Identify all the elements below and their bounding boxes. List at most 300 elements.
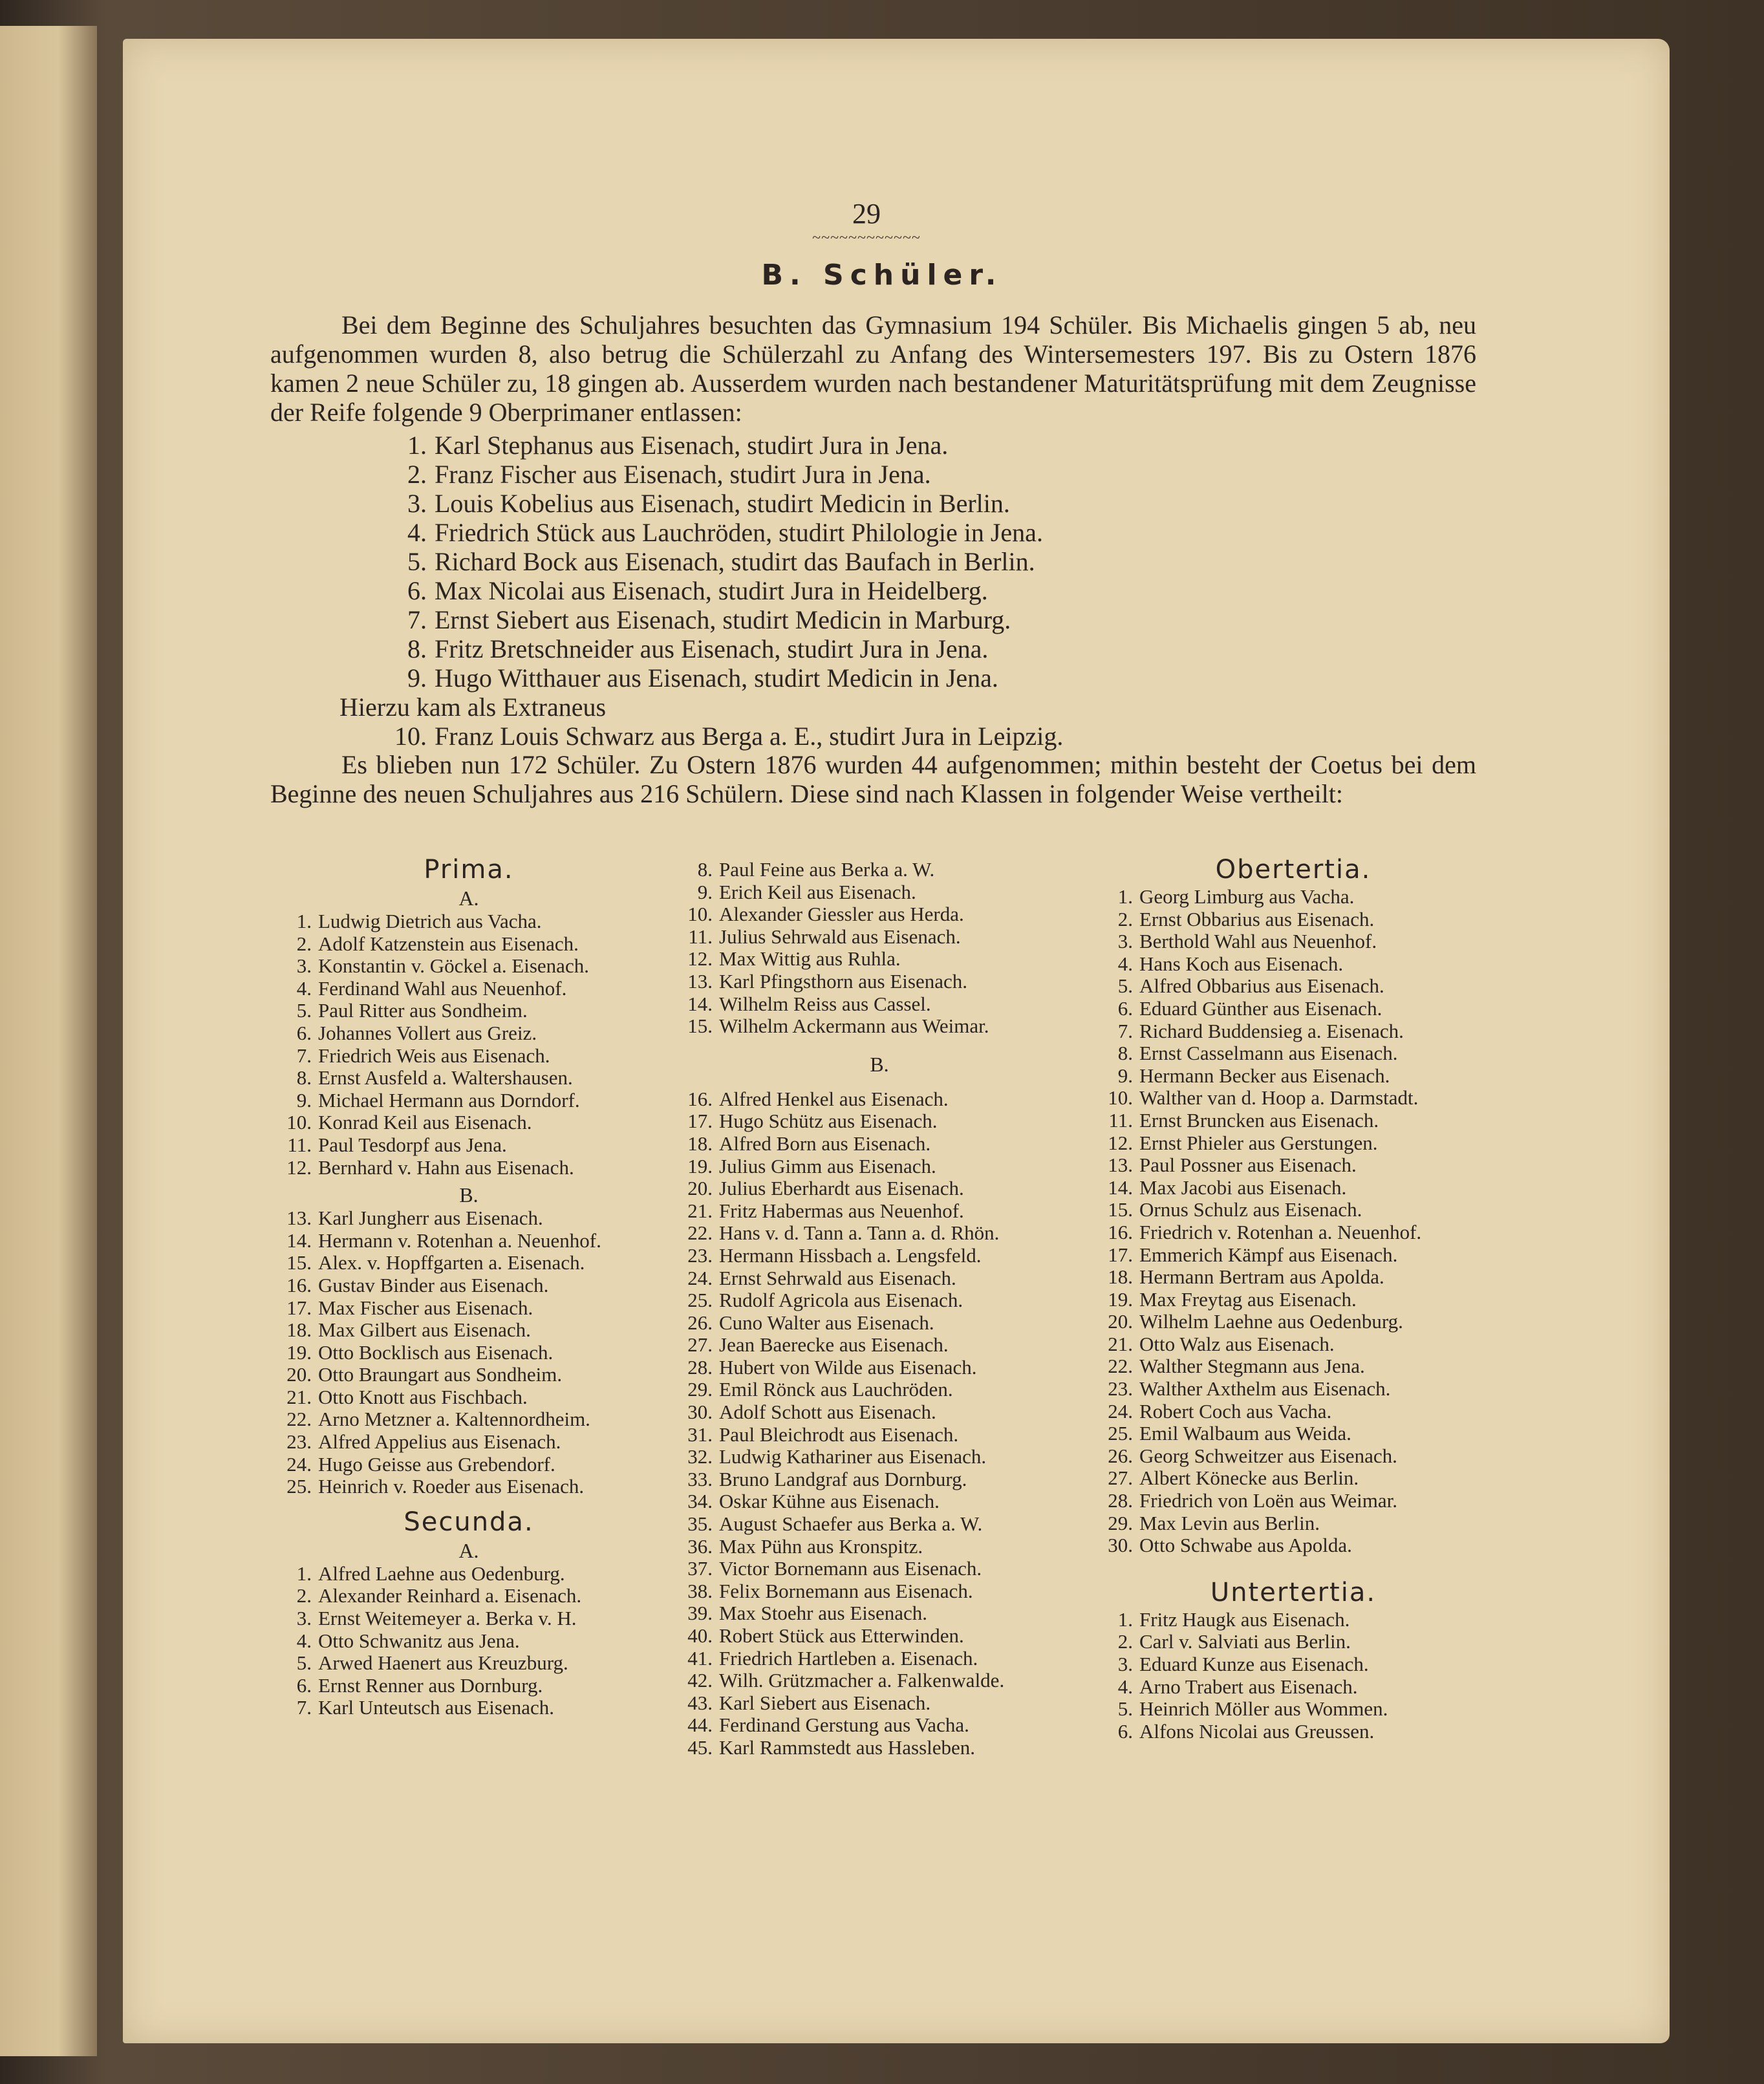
- student-row: [1093, 1289, 1494, 1311]
- student-name: Friedrich Weis aus Eisenach.: [318, 1044, 550, 1067]
- student-name: Ferdinand Gerstung aus Vacha.: [719, 1713, 969, 1737]
- section-title: B. Schüler.: [761, 259, 1003, 292]
- graduates-list: [339, 431, 1351, 751]
- graduate-row: [382, 722, 1351, 751]
- student-row: [272, 1134, 666, 1157]
- student-name: Albert Könecke aus Berlin.: [1139, 1466, 1359, 1490]
- student-number: 25.: [687, 1289, 713, 1312]
- student-name: Wilh. Grützmacher a. Falkenwalde.: [719, 1669, 1005, 1692]
- student-name: Julius Eberhardt aus Eisenach.: [719, 1177, 964, 1200]
- student-name: Otto Braungart aus Sondheim.: [318, 1363, 563, 1386]
- student-name: Otto Schwabe aus Apolda.: [1139, 1534, 1352, 1557]
- student-number: 21.: [1108, 1332, 1133, 1355]
- student-number: 29.: [1108, 1511, 1133, 1534]
- student-name: Ernst Weitemeyer a. Berka v. H.: [318, 1607, 577, 1630]
- student-name: Jean Baerecke aus Eisenach.: [719, 1333, 949, 1357]
- subdivision-label: B.: [459, 1183, 479, 1207]
- page-number: 29: [852, 198, 881, 230]
- student-name: Emmerich Kämpf aus Eisenach.: [1139, 1243, 1398, 1266]
- student-row: [1093, 1266, 1494, 1289]
- student-row: [1093, 1020, 1494, 1043]
- student-name: Ernst Renner aus Dornburg.: [318, 1673, 543, 1697]
- student-name: Hubert von Wilde aus Eisenach.: [719, 1355, 977, 1379]
- student-row: [1093, 1177, 1494, 1199]
- student-number: 17.: [286, 1296, 312, 1319]
- student-name: Eduard Günther aus Eisenach.: [1139, 996, 1382, 1020]
- graduate-text: Max Nicolai aus Eisenach, studirt Jura in Heidelberg.: [435, 576, 988, 605]
- student-number: 24.: [687, 1266, 713, 1289]
- student-number: 4.: [1117, 952, 1133, 975]
- student-name: Ernst Casselmann aus Eisenach.: [1139, 1042, 1398, 1065]
- student-row: [272, 1067, 666, 1090]
- student-number: 2.: [1117, 1630, 1133, 1653]
- student-row: [1093, 1512, 1494, 1535]
- student-number: 29.: [687, 1378, 713, 1401]
- graduate-number: 7.: [407, 605, 427, 634]
- student-name: Walther Axthelm aus Eisenach.: [1139, 1377, 1391, 1401]
- student-name: Bernhard v. Hahn aus Eisenach.: [318, 1155, 574, 1179]
- graduate-text: Hugo Witthauer aus Eisenach, studirt Medicin in Jena.: [435, 663, 998, 693]
- student-row: [272, 1022, 666, 1045]
- student-number: 13.: [1108, 1154, 1133, 1177]
- student-row: [272, 1112, 666, 1134]
- student-row: [272, 1386, 666, 1409]
- student-name: Karl Jungherr aus Eisenach.: [318, 1207, 543, 1230]
- student-number: 10.: [1108, 1086, 1133, 1110]
- student-row: [672, 1737, 1086, 1759]
- student-name: Max Levin aus Berlin.: [1139, 1511, 1320, 1534]
- student-row: [672, 1424, 1086, 1446]
- student-number: 9.: [296, 1088, 312, 1112]
- prima-b-list: [272, 1207, 666, 1498]
- student-number: 8.: [1117, 1042, 1133, 1065]
- student-row: [672, 1536, 1086, 1558]
- student-name: Berthold Wahl aus Neuenhof.: [1139, 930, 1377, 953]
- graduate-text: Richard Bock aus Eisenach, studirt das Baufach in Berlin.: [435, 547, 1035, 576]
- student-row: [272, 1563, 666, 1585]
- student-name: Hugo Schütz aus Eisenach.: [719, 1110, 938, 1133]
- student-number: 6.: [1117, 996, 1133, 1020]
- student-name: Rudolf Agricola aus Eisenach.: [719, 1289, 963, 1312]
- student-name: Hermann v. Rotenhan a. Neuenhof.: [318, 1229, 601, 1252]
- student-name: Paul Tesdorpf aus Jena.: [318, 1133, 507, 1156]
- student-row: [1093, 1609, 1494, 1631]
- student-name: Paul Feine aus Berka a. W.: [719, 858, 935, 881]
- student-row: [1093, 908, 1494, 931]
- student-row: [272, 1319, 666, 1342]
- student-number: 17.: [1108, 1243, 1133, 1266]
- student-name: Alfred Born aus Eisenach.: [719, 1132, 931, 1155]
- student-number: 3.: [296, 954, 312, 978]
- student-number: 5.: [1117, 974, 1133, 998]
- student-row: [672, 1289, 1086, 1312]
- student-row: [272, 1090, 666, 1112]
- student-number: 4.: [1117, 1675, 1133, 1698]
- student-number: 30.: [1108, 1534, 1133, 1557]
- student-name: Ernst Obbarius aus Eisenach.: [1139, 907, 1375, 930]
- student-row: [672, 1334, 1086, 1357]
- student-number: 3.: [296, 1607, 312, 1630]
- student-name: Heinrich v. Roeder aus Eisenach.: [318, 1475, 585, 1498]
- student-row: [672, 1513, 1086, 1536]
- section-gap: [1093, 1557, 1494, 1576]
- student-name: Max Fischer aus Eisenach.: [318, 1296, 533, 1319]
- student-row: [1093, 953, 1494, 976]
- student-number: 22.: [286, 1408, 312, 1431]
- student-row: [272, 1207, 666, 1230]
- student-number: 1.: [296, 910, 312, 932]
- student-name: Hermann Hissbach a. Lengsfeld.: [719, 1243, 982, 1267]
- student-number: 31.: [687, 1423, 713, 1446]
- class-title-secunda: Secunda.: [403, 1507, 534, 1537]
- student-name: Richard Buddensieg a. Eisenach.: [1139, 1019, 1404, 1042]
- student-name: Hans Koch aus Eisenach.: [1139, 952, 1344, 975]
- student-name: Friedrich Hartleben a. Eisenach.: [719, 1646, 978, 1670]
- student-name: Julius Gimm aus Eisenach.: [719, 1154, 936, 1177]
- student-name: Otto Bocklisch aus Eisenach.: [318, 1340, 554, 1364]
- student-name: Julius Sehrwald aus Eisenach.: [719, 925, 961, 948]
- student-name: Ornus Schulz aus Eisenach.: [1139, 1198, 1362, 1221]
- column-middle: [672, 854, 1086, 1759]
- student-name: Ludwig Kathariner aus Eisenach.: [719, 1445, 987, 1468]
- student-row: [672, 1015, 1086, 1038]
- student-number: 12.: [1108, 1131, 1133, 1154]
- student-row: [1093, 1467, 1494, 1490]
- student-name: Ernst Ausfeld a. Waltershausen.: [318, 1066, 573, 1090]
- student-row: [672, 1088, 1086, 1111]
- student-number: 32.: [687, 1445, 713, 1468]
- student-name: Adolf Katzenstein aus Eisenach.: [318, 932, 579, 955]
- graduate-number: 9.: [407, 663, 427, 693]
- subdivision-label: A.: [458, 1538, 479, 1562]
- graduate-number: 8.: [407, 634, 427, 663]
- student-number: 7.: [1117, 1019, 1133, 1042]
- student-number: 2.: [296, 1584, 312, 1607]
- student-name: Adolf Schott aus Eisenach.: [719, 1401, 936, 1424]
- graduate-row: [382, 431, 1351, 460]
- graduate-text: Louis Kobelius aus Eisenach, studirt Medicin in Berlin.: [435, 489, 1010, 518]
- student-row: [1093, 1698, 1494, 1721]
- student-number: 23.: [286, 1430, 312, 1454]
- student-name: Hans v. d. Tann a. Tann a. d. Rhön.: [719, 1221, 1000, 1245]
- student-number: 14.: [286, 1229, 312, 1252]
- student-number: 6.: [1117, 1719, 1133, 1743]
- student-number: 35.: [687, 1512, 713, 1536]
- student-row: [1093, 1653, 1494, 1676]
- student-number: 2.: [296, 932, 312, 955]
- student-row: [272, 1431, 666, 1454]
- student-name: Wilhelm Laehne aus Oedenburg.: [1139, 1310, 1403, 1333]
- student-row: [1093, 1333, 1494, 1356]
- intro-paragraph: Bei dem Beginne des Schuljahres besuchten das Gymnasium 194 Schüler. Bis Michaelis gingen 5 ab, neu aufgenommen wurden 8, also betrug die Schülerzahl zu Anfang des Wintersemesters 197. Bis zu Ostern 1876 kamen 2 neue Schüler zu, 18 gingen ab. Ausserdem wurden nach bestandener Maturitätsprüfung mit dem Zeugnisse der Reife folgende 9 Oberprimaner entlassen:: [270, 310, 1476, 427]
- student-name: Max Freytag aus Eisenach.: [1139, 1287, 1357, 1311]
- student-number: 21.: [687, 1199, 713, 1222]
- student-row: [272, 1045, 666, 1068]
- graduate-row: [382, 634, 1351, 663]
- student-row: [1093, 1534, 1494, 1557]
- student-row: [1093, 1401, 1494, 1423]
- student-name: Otto Knott aus Fischbach.: [318, 1385, 528, 1408]
- student-number: 16.: [286, 1273, 312, 1296]
- student-number: 6.: [296, 1673, 312, 1697]
- student-name: Walther Stegmann aus Jena.: [1139, 1355, 1365, 1378]
- student-row: [672, 1200, 1086, 1223]
- student-name: Konrad Keil aus Eisenach.: [318, 1111, 532, 1134]
- student-number: 45.: [687, 1735, 713, 1759]
- student-row: [272, 978, 666, 1000]
- student-name: Ernst Bruncken aus Eisenach.: [1139, 1108, 1379, 1132]
- student-number: 8.: [697, 858, 713, 881]
- student-number: 10.: [286, 1111, 312, 1134]
- student-number: 15.: [286, 1251, 312, 1274]
- student-row: [672, 1602, 1086, 1625]
- student-row: [672, 881, 1086, 904]
- graduate-text: Fritz Bretschneider aus Eisenach, studirt Jura in Jena.: [435, 634, 989, 663]
- student-number: 23.: [1108, 1377, 1133, 1401]
- graduate-row: [382, 605, 1351, 634]
- student-row: [272, 1454, 666, 1476]
- student-number: 26.: [687, 1311, 713, 1334]
- student-name: Alex. v. Hopffgarten a. Eisenach.: [318, 1251, 585, 1274]
- student-number: 15.: [687, 1015, 713, 1038]
- student-name: August Schaefer aus Berka a. W.: [719, 1512, 983, 1536]
- student-name: Robert Coch aus Vacha.: [1139, 1399, 1332, 1423]
- student-name: Georg Schweitzer aus Eisenach.: [1139, 1444, 1397, 1467]
- student-number: 16.: [1108, 1220, 1133, 1243]
- student-row: [272, 1157, 666, 1179]
- student-row: [272, 1476, 666, 1498]
- student-number: 18.: [286, 1318, 312, 1342]
- student-number: 11.: [1108, 1108, 1133, 1132]
- student-number: 2.: [1117, 907, 1133, 930]
- student-number: 28.: [1108, 1489, 1133, 1512]
- student-row: [1093, 1355, 1494, 1378]
- student-number: 17.: [687, 1110, 713, 1133]
- student-name: Erich Keil aus Eisenach.: [719, 880, 916, 903]
- student-number: 22.: [1108, 1355, 1133, 1378]
- student-name: Alfons Nicolai aus Greussen.: [1139, 1719, 1375, 1743]
- page-ornament: ~~~~~~~~~~~~: [812, 230, 921, 246]
- student-name: Gustav Binder aus Eisenach.: [318, 1273, 549, 1296]
- student-name: Fritz Habermas aus Neuenhof.: [719, 1199, 964, 1222]
- student-row: [1093, 1042, 1494, 1065]
- student-row: [272, 1342, 666, 1364]
- graduate-text: Friedrich Stück aus Lauchröden, studirt Philologie in Jena.: [435, 518, 1043, 547]
- student-row: [672, 1133, 1086, 1155]
- student-name: Arno Trabert aus Eisenach.: [1139, 1675, 1358, 1698]
- student-row: [672, 1580, 1086, 1603]
- student-row: [1093, 1311, 1494, 1333]
- student-name: Max Gilbert aus Eisenach.: [318, 1318, 531, 1342]
- student-name: Otto Walz aus Eisenach.: [1139, 1332, 1335, 1355]
- untertertia-list: [1093, 1609, 1494, 1743]
- summary-text: [270, 750, 1476, 808]
- graduate-row: [382, 576, 1351, 605]
- graduate-number: 1.: [407, 431, 427, 460]
- student-name: Michael Hermann aus Dorndorf.: [318, 1088, 580, 1112]
- student-row: [1093, 1721, 1494, 1743]
- student-name: Max Stoehr aus Eisenach.: [719, 1602, 927, 1625]
- graduate-row: [382, 518, 1351, 547]
- student-number: 11.: [287, 1133, 312, 1156]
- student-name: Fritz Haugk aus Eisenach.: [1139, 1607, 1350, 1631]
- student-number: 16.: [687, 1087, 713, 1110]
- student-row: [672, 1222, 1086, 1245]
- student-number: 42.: [687, 1669, 713, 1692]
- student-number: 10.: [687, 903, 713, 926]
- graduate-number: 2.: [407, 460, 427, 489]
- student-number: 9.: [1117, 1064, 1133, 1087]
- student-row: [672, 1670, 1086, 1692]
- student-number: 11.: [688, 925, 713, 948]
- student-name: Hermann Becker aus Eisenach.: [1139, 1064, 1390, 1087]
- graduate-text: Karl Stephanus aus Eisenach, studirt Jura in Jena.: [435, 431, 949, 460]
- student-number: 14.: [1108, 1176, 1133, 1199]
- student-number: 5.: [296, 999, 312, 1022]
- student-number: 20.: [687, 1177, 713, 1200]
- student-row: [1093, 1199, 1494, 1221]
- student-row: [672, 1379, 1086, 1401]
- student-name: Eduard Kunze aus Eisenach.: [1139, 1653, 1369, 1675]
- student-number: 15.: [1108, 1198, 1133, 1221]
- student-name: Wilhelm Reiss aus Cassel.: [719, 992, 931, 1015]
- student-number: 18.: [687, 1132, 713, 1155]
- student-number: 1.: [296, 1562, 312, 1585]
- student-name: Alexander Giessler aus Herda.: [719, 903, 964, 926]
- student-row: [1093, 1087, 1494, 1110]
- student-number: 43.: [687, 1691, 713, 1714]
- graduate-number: 5.: [407, 547, 427, 576]
- student-number: 3.: [1117, 1653, 1133, 1675]
- student-name: Cuno Walter aus Eisenach.: [719, 1311, 934, 1334]
- student-number: 28.: [687, 1355, 713, 1379]
- student-number: 22.: [687, 1221, 713, 1245]
- student-row: [672, 1267, 1086, 1290]
- student-row: [672, 971, 1086, 993]
- student-row: [672, 1312, 1086, 1335]
- student-row: [272, 1274, 666, 1297]
- secunda-a-list-first: [272, 1563, 666, 1719]
- student-number: 20.: [1108, 1310, 1133, 1333]
- student-row: [1093, 886, 1494, 908]
- student-row: [672, 1490, 1086, 1513]
- student-number: 5.: [296, 1651, 312, 1675]
- student-number: 5.: [1117, 1697, 1133, 1721]
- column-right: [1093, 854, 1494, 1743]
- student-row: [272, 1652, 666, 1675]
- student-row: [672, 926, 1086, 949]
- student-name: Alfred Appelius aus Eisenach.: [318, 1430, 561, 1454]
- student-row: [1093, 975, 1494, 998]
- student-row: [672, 948, 1086, 971]
- student-name: Johannes Vollert aus Greiz.: [318, 1021, 537, 1044]
- graduate-number: 4.: [407, 518, 427, 547]
- student-row: [672, 1558, 1086, 1580]
- graduate-text: Franz Fischer aus Eisenach, studirt Jura in Jena.: [435, 460, 931, 489]
- student-row: [672, 1245, 1086, 1267]
- student-row: [1093, 1445, 1494, 1468]
- student-row: [272, 1364, 666, 1386]
- summary-paragraph: Es blieben nun 172 Schüler. Zu Ostern 1876 wurden 44 aufgenommen; mithin besteht der Coetus bei dem Beginne des neuen Schuljahres aus 216 Schülern. Diese sind nach Klassen in folgender Weise vertheilt:: [270, 750, 1476, 808]
- graduate-row: [382, 547, 1351, 576]
- student-name: Max Jacobi aus Eisenach.: [1139, 1176, 1347, 1199]
- student-name: Max Wittig aus Ruhla.: [719, 947, 901, 971]
- student-number: 4.: [296, 976, 312, 1000]
- student-row: [272, 1630, 666, 1653]
- student-row: [272, 1297, 666, 1320]
- student-row: [1093, 1490, 1494, 1512]
- student-name: Heinrich Möller aus Wommen.: [1139, 1697, 1388, 1721]
- student-row: [272, 1408, 666, 1431]
- graduate-row: [382, 663, 1351, 693]
- student-number: 7.: [296, 1696, 312, 1719]
- student-number: 40.: [687, 1624, 713, 1647]
- student-row: [672, 1446, 1086, 1468]
- student-row: [672, 1714, 1086, 1737]
- student-row: [1093, 1244, 1494, 1267]
- student-name: Paul Bleichrodt aus Eisenach.: [719, 1423, 959, 1446]
- student-row: [672, 1625, 1086, 1648]
- student-row: [272, 955, 666, 978]
- student-number: 3.: [1117, 930, 1133, 953]
- student-row: [1093, 1110, 1494, 1132]
- extraneus-intro: Hierzu kam als Extraneus: [339, 693, 607, 722]
- student-name: Hugo Geisse aus Grebendorf.: [318, 1452, 555, 1476]
- student-name: Arno Metzner a. Kaltennordheim.: [318, 1408, 590, 1431]
- student-name: Hermann Bertram aus Apolda.: [1139, 1265, 1384, 1289]
- student-name: Friedrich von Loën aus Weimar.: [1139, 1489, 1397, 1512]
- student-row: [272, 1000, 666, 1022]
- student-row: [1093, 930, 1494, 953]
- student-number: 25.: [286, 1475, 312, 1498]
- column-left: [272, 854, 666, 1719]
- student-row: [1093, 1065, 1494, 1088]
- student-name: Walther van d. Hoop a. Darmstadt.: [1139, 1086, 1419, 1110]
- class-title-prima: Prima.: [424, 855, 514, 885]
- student-row: [672, 1692, 1086, 1715]
- student-row: [272, 1675, 666, 1697]
- graduate-text: Franz Louis Schwarz aus Berga a. E., studirt Jura in Leipzig.: [435, 722, 1064, 751]
- student-row: [1093, 1132, 1494, 1155]
- student-name: Victor Bornemann aus Eisenach.: [719, 1557, 982, 1580]
- student-name: Alfred Laehne aus Oedenburg.: [318, 1562, 565, 1585]
- student-row: [272, 933, 666, 956]
- student-number: 37.: [687, 1557, 713, 1580]
- student-row: [1093, 1378, 1494, 1401]
- student-name: Robert Stück aus Etterwinden.: [719, 1624, 964, 1647]
- student-row: [672, 1177, 1086, 1200]
- student-row: [672, 1155, 1086, 1178]
- student-name: Ernst Phieler aus Gerstungen.: [1139, 1131, 1378, 1154]
- graduate-row: [382, 489, 1351, 518]
- subdivision-label: B.: [870, 1052, 889, 1076]
- student-number: 14.: [687, 992, 713, 1015]
- student-number: 7.: [296, 1044, 312, 1067]
- student-row: [1093, 1154, 1494, 1177]
- student-name: Ferdinand Wahl aus Neuenhof.: [318, 976, 567, 1000]
- class-title-obertertia: Obertertia.: [1215, 855, 1371, 885]
- student-name: Carl v. Salviati aus Berlin.: [1139, 1630, 1351, 1653]
- student-number: 24.: [286, 1452, 312, 1476]
- student-name: Oskar Kühne aus Eisenach.: [719, 1490, 940, 1513]
- student-number: 19.: [286, 1340, 312, 1364]
- student-name: Karl Rammstedt aus Hassleben.: [719, 1735, 976, 1759]
- student-row: [1093, 1676, 1494, 1699]
- graduate-number: 3.: [407, 489, 427, 518]
- student-row: [672, 1648, 1086, 1670]
- student-number: 33.: [687, 1467, 713, 1490]
- student-number: 23.: [687, 1243, 713, 1267]
